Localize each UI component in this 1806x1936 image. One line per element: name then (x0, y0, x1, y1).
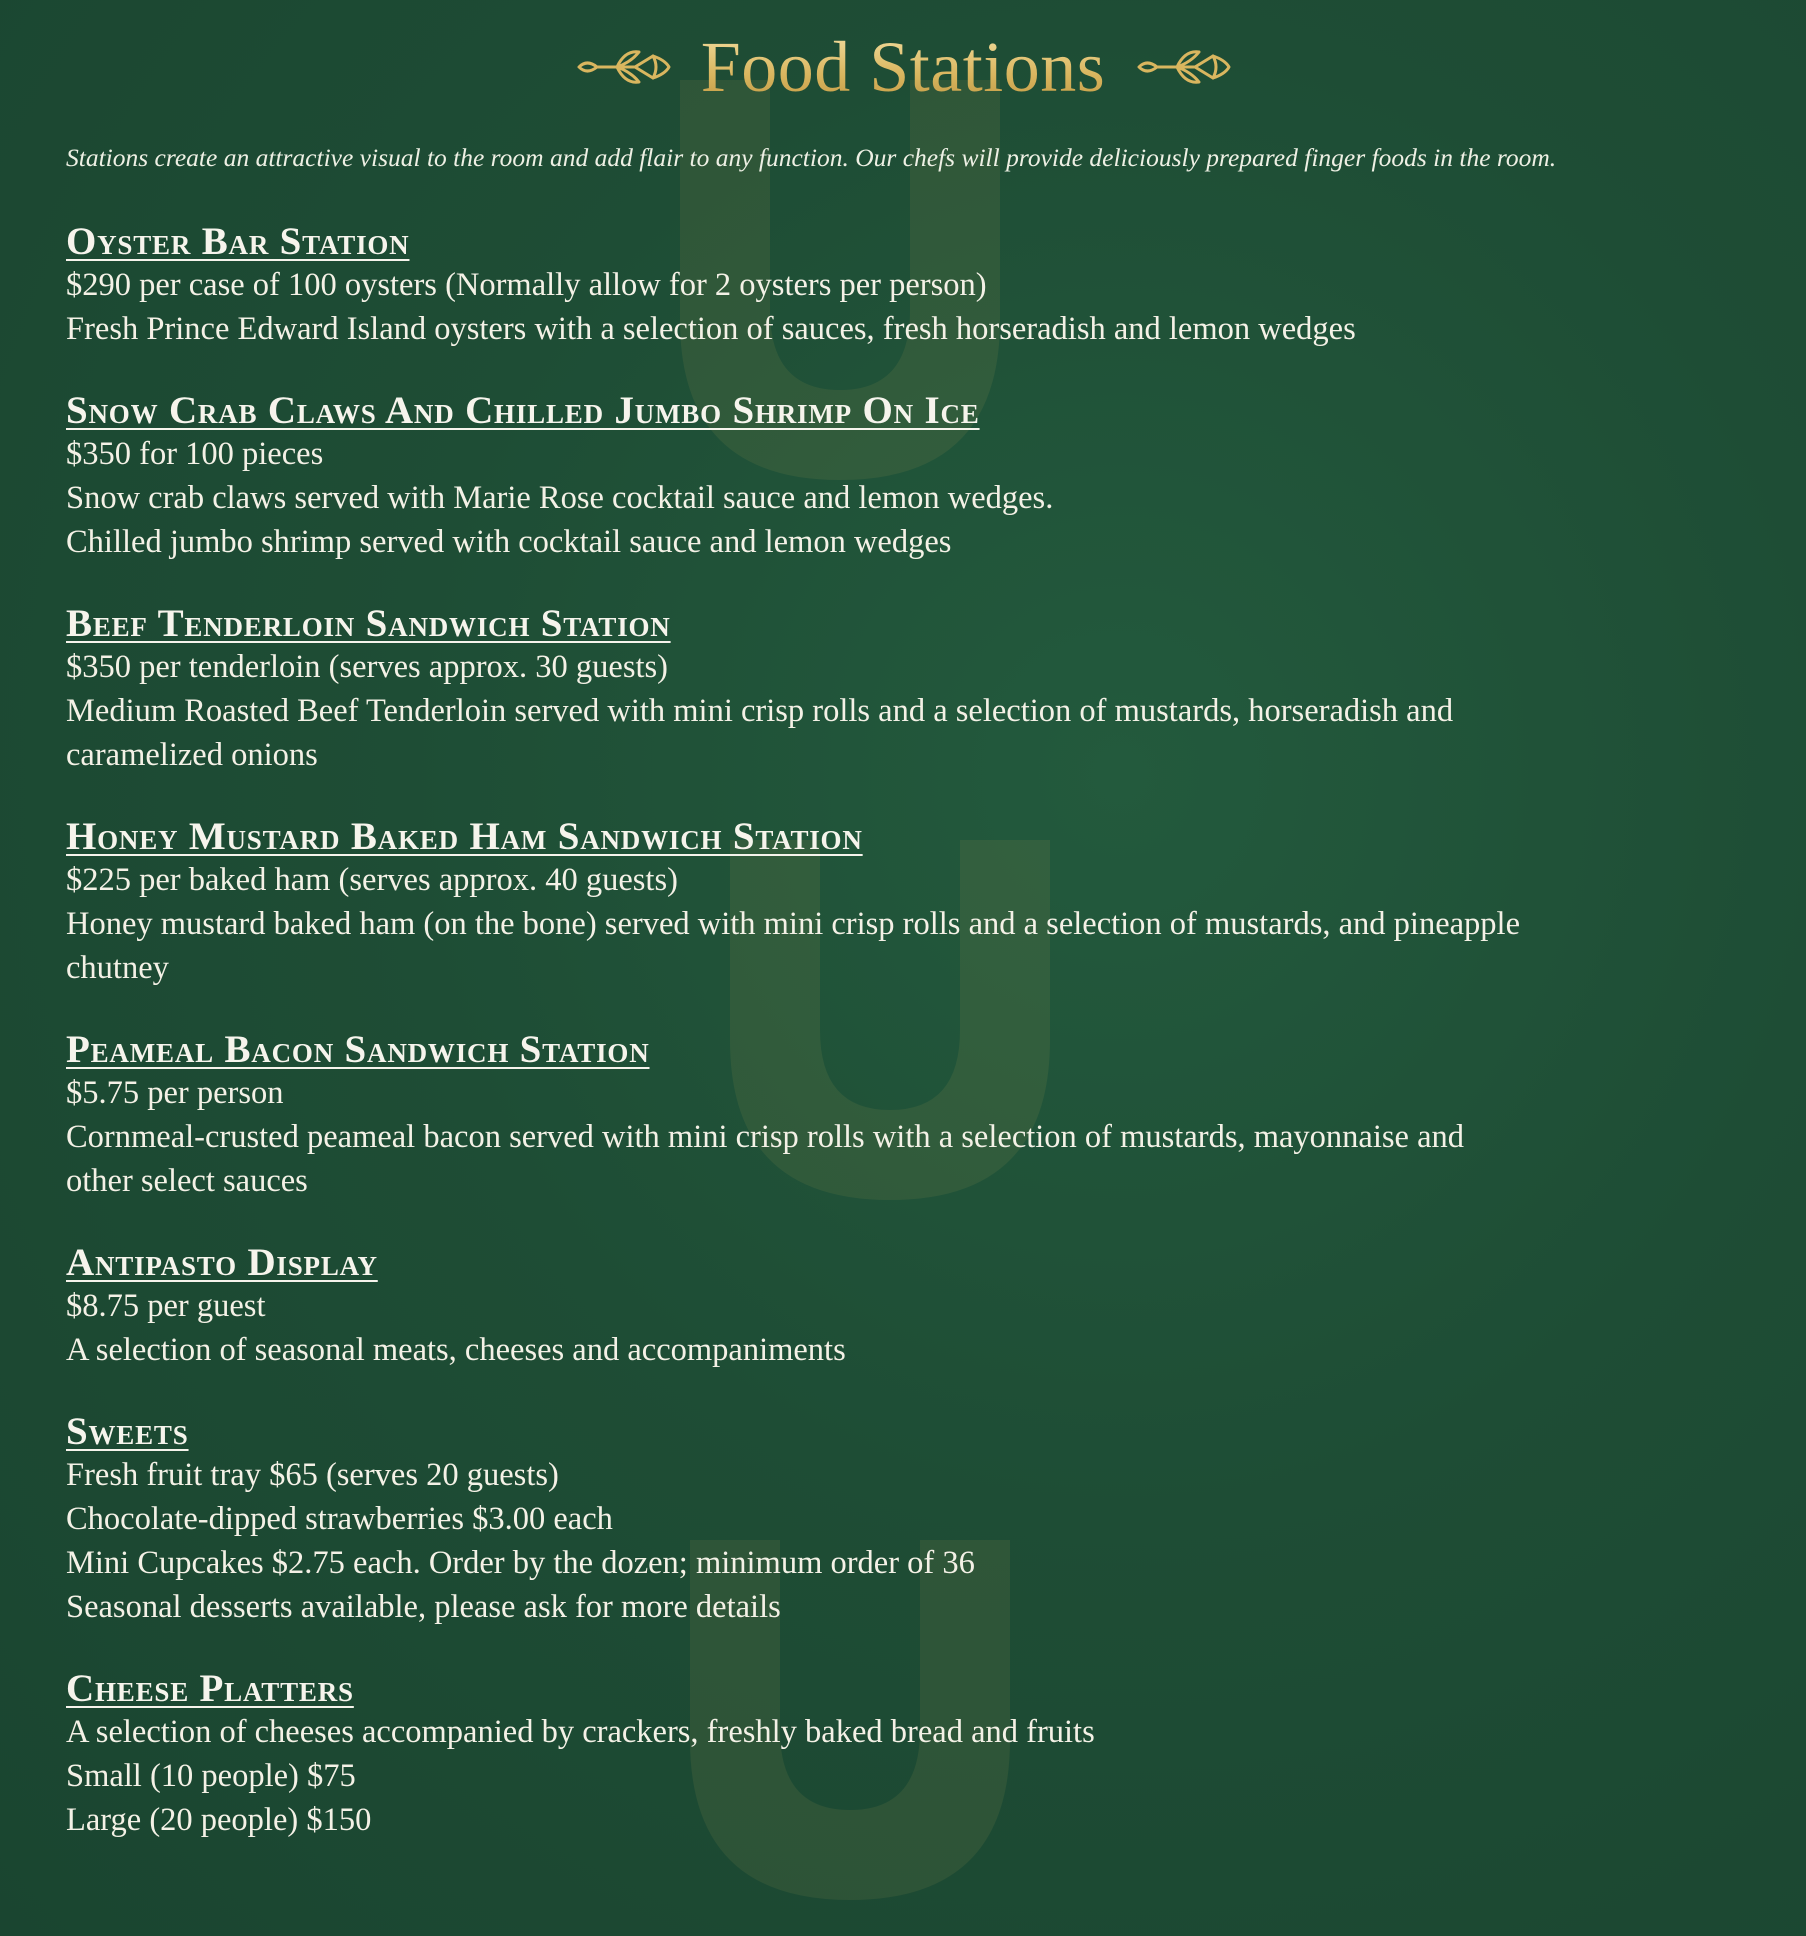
station-title: Honey Mustard Baked Ham Sandwich Station (66, 815, 863, 858)
station-description: A selection of seasonal meats, cheeses and accompaniments (66, 1332, 846, 1368)
leaf-flourish-icon (1133, 42, 1233, 92)
station-description: other select sauces (66, 1163, 308, 1199)
station-cheese-platters (66, 1669, 1766, 1842)
station-description: caramelized onions (66, 737, 318, 773)
stations-list (66, 222, 1766, 1842)
station-honey-mustard-ham (66, 817, 1766, 990)
station-price: $8.75 per guest (66, 1288, 266, 1324)
station-beef-tenderloin (66, 604, 1766, 777)
station-price: $225 per baked ham (serves approx. 40 guests) (66, 862, 678, 898)
station-description: Honey mustard baked ham (on the bone) served with mini crisp rolls and a selection of mustards, and pineapple (66, 906, 1520, 942)
station-peameal-bacon (66, 1030, 1766, 1203)
station-title: Cheese Platters (66, 1667, 354, 1710)
station-item: Fresh fruit tray $65 (serves 20 guests) (66, 1457, 559, 1493)
station-item: Mini Cupcakes $2.75 each. Order by the dozen; minimum order of 36 (66, 1545, 975, 1581)
station-oyster-bar (66, 222, 1766, 351)
station-description: Cornmeal-crusted peameal bacon served with mini crisp rolls with a selection of mustards, mayonnaise and (66, 1119, 1465, 1155)
station-item: Seasonal desserts available, please ask for more details (66, 1589, 781, 1625)
station-description: Snow crab claws served with Marie Rose cocktail sauce and lemon wedges. (66, 480, 1054, 516)
station-price: $5.75 per person (66, 1075, 284, 1111)
page-title: Food Stations (700, 27, 1106, 107)
station-item: Small (10 people) $75 (66, 1758, 356, 1794)
station-price: $350 for 100 pieces (66, 436, 324, 472)
station-price: $350 per tenderloin (serves approx. 30 guests) (66, 649, 668, 685)
station-title: Peameal Bacon Sandwich Station (66, 1028, 650, 1071)
station-antipasto (66, 1243, 1766, 1372)
intro-text: Stations create an attractive visual to the room and add flair to any function. Our chefs will provide deliciously prepared finger foods in the room. (66, 143, 1557, 172)
station-sweets (66, 1412, 1766, 1629)
station-price: $290 per case of 100 oysters (Normally allow for 2 oysters per person) (66, 267, 987, 303)
station-title: Sweets (66, 1410, 189, 1453)
station-description: A selection of cheeses accompanied by crackers, freshly baked bread and fruits (66, 1714, 1095, 1750)
station-title: Oyster Bar Station (66, 220, 410, 263)
station-item: Chocolate-dipped strawberries $3.00 each (66, 1501, 613, 1537)
station-description: Medium Roasted Beef Tenderloin served with mini crisp rolls and a selection of mustards, horseradish and (66, 693, 1454, 729)
station-snow-crab-shrimp (66, 391, 1766, 564)
station-description: chutney (66, 950, 169, 986)
page-header (0, 22, 1806, 112)
leaf-flourish-icon (573, 42, 673, 92)
station-description: Chilled jumbo shrimp served with cocktail sauce and lemon wedges (66, 524, 952, 560)
station-item: Large (20 people) $150 (66, 1802, 372, 1838)
station-title: Snow Crab Claws And Chilled Jumbo Shrimp On Ice (66, 389, 980, 432)
station-title: Antipasto Display (66, 1241, 378, 1284)
station-title: Beef Tenderloin Sandwich Station (66, 602, 671, 645)
station-description: Fresh Prince Edward Island oysters with a selection of sauces, fresh horseradish and lemon wedges (66, 311, 1356, 347)
